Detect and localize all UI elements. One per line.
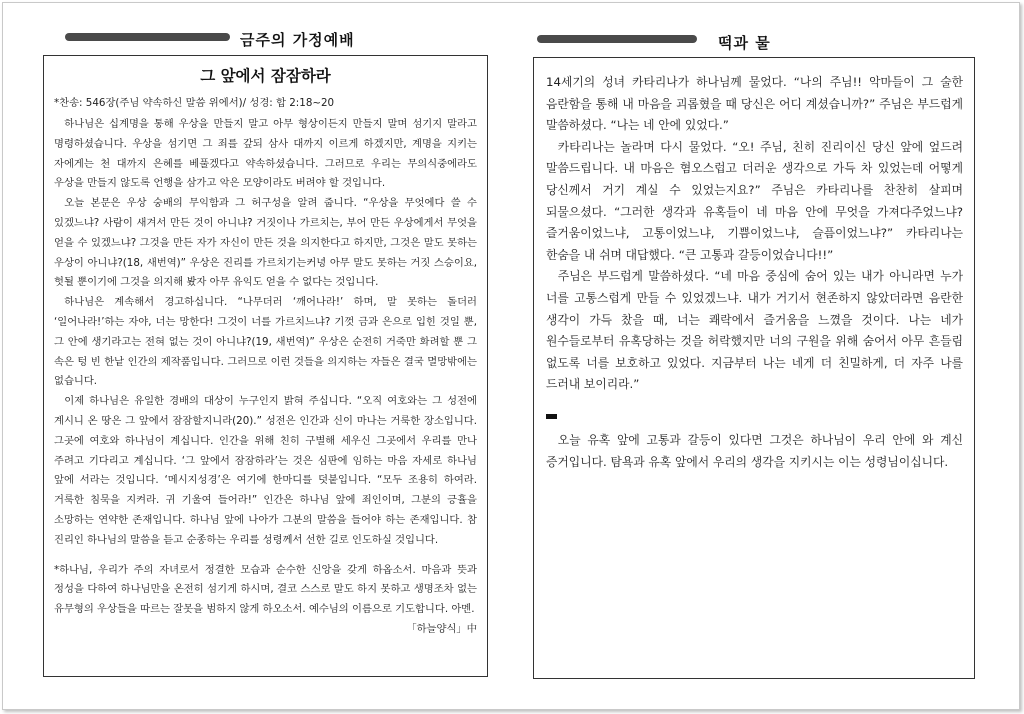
right-header-title: 떡과 물 [718,34,771,52]
story-paragraph: 카타리나는 놀라며 다시 물었다. “오! 주님, 친히 진리이신 당신 앞에 엎드려 말씀드립니다. 내 마음은 혐오스럽고 더러운 생각으로 가득 차 있었는데 어떻게 당신께서 거기 계실 수 있었는지요?” 주님은 카타리나를 찬찬히 살피며 되물으셨다. “그러한 생각과 유혹들이 네 마음 안에 무엇을 가져다주었느냐? 즐거움이었느냐, 고통이었느냐, 기쁨이었느냐, 슬픔이었느냐?” 카타리나는 한숨을 내 쉬며 대답했다. “큰 고통과 갈등이었습니다!!” [546,139,963,262]
article-paragraph: 하나님은 계속해서 경고하십니다. “나무더러 ‘깨어나라!’ 하며, 말 못하는 돌더러 ‘일어나라!’하는 자야, 너는 망한다! 그것이 너를 가르치느냐? 기껏 금과 은으로 입힌 것일 뿐, 그 안에 생기라고는 전혀 없는 것이 아니냐?(19, 새번역)” 우상은 순전히 거죽만 화려할 뿐 그 속은 텅 빈 한낱 인간의 제작품입니다. 그러므로 이런 것들을 의지하는 자들은 결국 멸망밖에는 없습니다. [54,296,477,388]
section-marker [546,414,557,419]
article-paragraph: 오늘 본문은 우상 숭배의 무익함과 그 허구성을 알려 줍니다. “우상을 무엇에다 쓸 수 있겠느냐? 사람이 새겨서 만든 것이 아니냐? 거짓이나 가르치는, 부어 만든 우상에게서 무엇을 얻을 수 있겠느냐? 그것을 만든 자가 자신이 만든 것을 의지한다고 하지만, 그것은 말도 못하는 우상이 아니냐?(18, 새번역)” 우상은 진리를 가르치기는커녕 아무 말도 못하는 거짓 스승이요, 헛될 뿐이기에 그것을 의지해 봤자 아무 유익도 얻을 수 없다는 것입니다. [54,197,477,289]
hymn-scripture-line: *찬송: 546장(주님 약속하신 말씀 위에서)/ 성경: 합 2:18~20 [54,97,335,109]
right-header-bar [537,35,697,43]
prayer-paragraph [54,561,477,635]
story-article [533,57,975,679]
prayer-text: *하나님, 우리가 주의 자녀로서 정결한 모습과 순수한 신앙을 갖게 하옵소서. 마음과 뜻과 정성을 다하여 하나님만을 온전히 섬기게 하시며, 결코 스스로 말도 하지 못하고 생명조차 없는 유무형의 우상들을 따르는 잘못을 범하지 않게 하오소서. 예수님의 이름으로 기도합니다. 아멘. [54,563,477,616]
source-citation: 「하늘양식」中 [406,622,477,635]
story-paragraph: 주님은 부드럽게 말씀하셨다. “네 마음 중심에 숨어 있는 내가 아니라면 누가 너를 고통스럽게 만들 수 있었겠느냐. 내가 거기서 현존하지 않았더라면 음란한 생각이 가득 찼을 때, 너는 쾌락에서 즐거움을 느꼈을 것이다. 나는 네가 원수들로부터 유혹당하는 것을 허락했지만 너의 구원을 위해 숨어서 아무 흔들림 없도록 너를 보호하고 있었다. 지금부터 나는 네게 더 친밀하게, 더 자주 나를 드러내 보이리라.” [546,269,963,392]
article-paragraph: 하나님은 십계명을 통해 우상을 만들지 말고 아무 형상이든지 만들지 말며 섬기지 말라고 명령하셨습니다. 우상을 섬기면 그 죄를 갚되 삼사 대까지 이르게 하겠지만, 계명을 지키는 자에게는 천 대까지 은혜를 베풀겠다고 약속하셨습니다. 그러므로 우리는 무의식중에라도 우상을 만들지 않도록 언행을 삼가고 악은 모양이라도 버려야 할 것입니다. [54,118,477,190]
story-paragraph: 14세기의 성녀 카타리나가 하나님께 물었다. “나의 주님!! 악마들이 그 술한 음란함을 통해 내 마음을 괴롭혔을 때 당신은 어디 계셨습니까?” 주님은 부드럽게 말씀하셨다. “나는 네 안에 있었다.” [546,75,963,133]
article-title: 그 앞에서 잠잠하라 [200,67,331,85]
left-header-bar [65,33,230,41]
left-header-title: 금주의 가정예배 [240,31,355,49]
devotion-article [43,55,488,677]
story-closing-paragraph: 오늘 유혹 앞에 고통과 갈등이 있다면 그것은 하나님이 우리 안에 와 계신 증거입니다. 탐욕과 유혹 앞에서 우리의 생각을 지키시는 이는 성령님이십니다. [546,432,963,469]
article-paragraph: 이제 하나님은 유일한 경배의 대상이 누구인지 밝혀 주십니다. “오직 여호와는 그 성전에 계시니 온 땅은 그 앞에서 잠잠할지니라(20).” 성전은 인간과 신이 마나는 거룩한 장소입니다. 그곳에 여호와 하나님이 계십니다. 인간을 위해 친히 구별해 세우신 그곳에서 우리를 만나 주려고 기다리고 계십니다. ‘그 앞에서 잠잠하라’는 것은 심판에 임하는 마음 자세로 하나님 앞에 서라는 것입니다. ‘메시지성경’은 여기에 한마디를 덧붙입니다. “모두 조용히 하여라. 거룩한 침묵을 지켜라. 귀 기울여 들어라!” 인간은 하나님 앞에 죄인이며, 그분의 긍휼을 소망하는 연약한 존재입니다. 하나님 앞에 나아가 그분의 말씀을 들어야 하는 존재입니다. 참 진리인 하나님의 말씀을 듣고 순종하는 우리를 성령께서 선한 길로 인도하실 것입니다. [54,395,478,546]
